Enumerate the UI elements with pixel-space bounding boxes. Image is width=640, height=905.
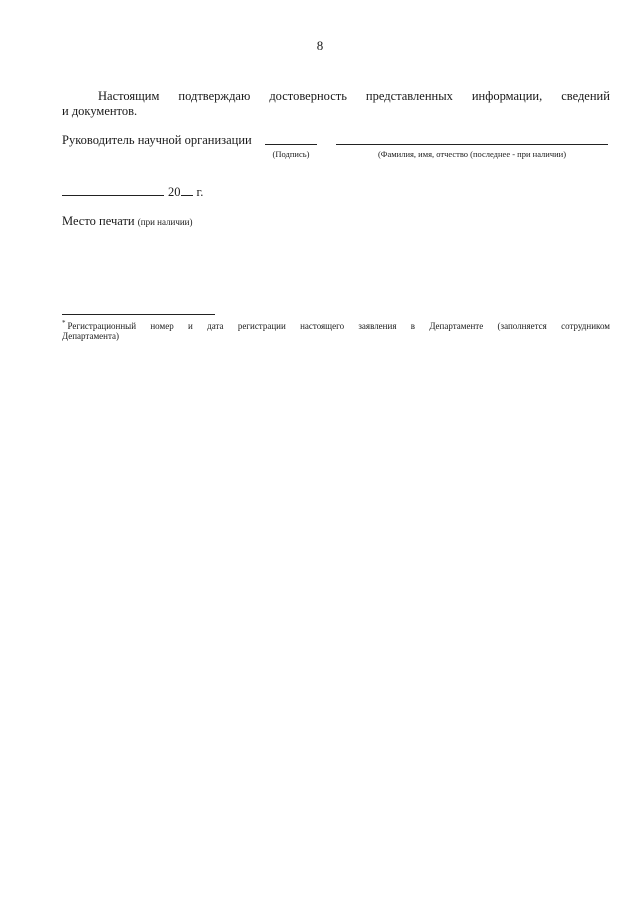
footnote-first-word-group bbox=[62, 319, 136, 331]
footnote-word: заявления bbox=[358, 321, 397, 331]
confirmation-word: представленных bbox=[365, 89, 453, 103]
date-day-month-blank bbox=[62, 183, 164, 196]
confirmation-word: Настоящим bbox=[98, 89, 160, 103]
signature-field-line bbox=[265, 144, 317, 145]
stamp-note: (при наличии) bbox=[137, 217, 193, 227]
footnote-marker: * bbox=[62, 319, 66, 327]
date-year-prefix: 20 bbox=[168, 185, 181, 199]
footnote-word: в bbox=[410, 321, 416, 331]
confirmation-word: подтверждаю bbox=[178, 89, 251, 103]
page-number: 8 bbox=[316, 38, 324, 53]
footnote-word: настоящего bbox=[300, 321, 345, 331]
confirmation-continuation: и документов. bbox=[62, 104, 138, 118]
footnote-divider bbox=[62, 314, 215, 315]
stamp-label: Место печати bbox=[62, 214, 135, 228]
footnote-word: (заполняется bbox=[497, 321, 547, 331]
footnote-word: дата bbox=[207, 321, 224, 331]
footnote-word: Департаменте bbox=[429, 321, 484, 331]
footnote-word: сотрудником bbox=[561, 321, 610, 331]
full-name-caption: (Фамилия, имя, отчество (последнее - при наличии) bbox=[377, 149, 567, 159]
signature-caption: (Подпись) bbox=[272, 149, 310, 159]
footnote-word: и bbox=[188, 321, 193, 331]
date-year-blank bbox=[181, 183, 193, 196]
confirmation-word: информации, bbox=[471, 89, 543, 103]
stamp-placeholder bbox=[62, 214, 192, 229]
head-of-organization-label: Руководитель научной организации bbox=[62, 133, 252, 147]
date-field bbox=[62, 183, 203, 200]
date-year-suffix: г. bbox=[196, 185, 204, 199]
footnote-continuation: Департамента) bbox=[62, 331, 120, 341]
footnote bbox=[62, 319, 610, 331]
footnote-word: Регистрационный bbox=[67, 321, 137, 331]
confirmation-statement bbox=[62, 89, 610, 104]
footnote-word: номер bbox=[150, 321, 174, 331]
confirmation-word: достоверность bbox=[269, 89, 347, 103]
footnote-word: регистрации bbox=[237, 321, 286, 331]
confirmation-word: сведений bbox=[561, 89, 610, 103]
full-name-field-line bbox=[336, 144, 608, 145]
